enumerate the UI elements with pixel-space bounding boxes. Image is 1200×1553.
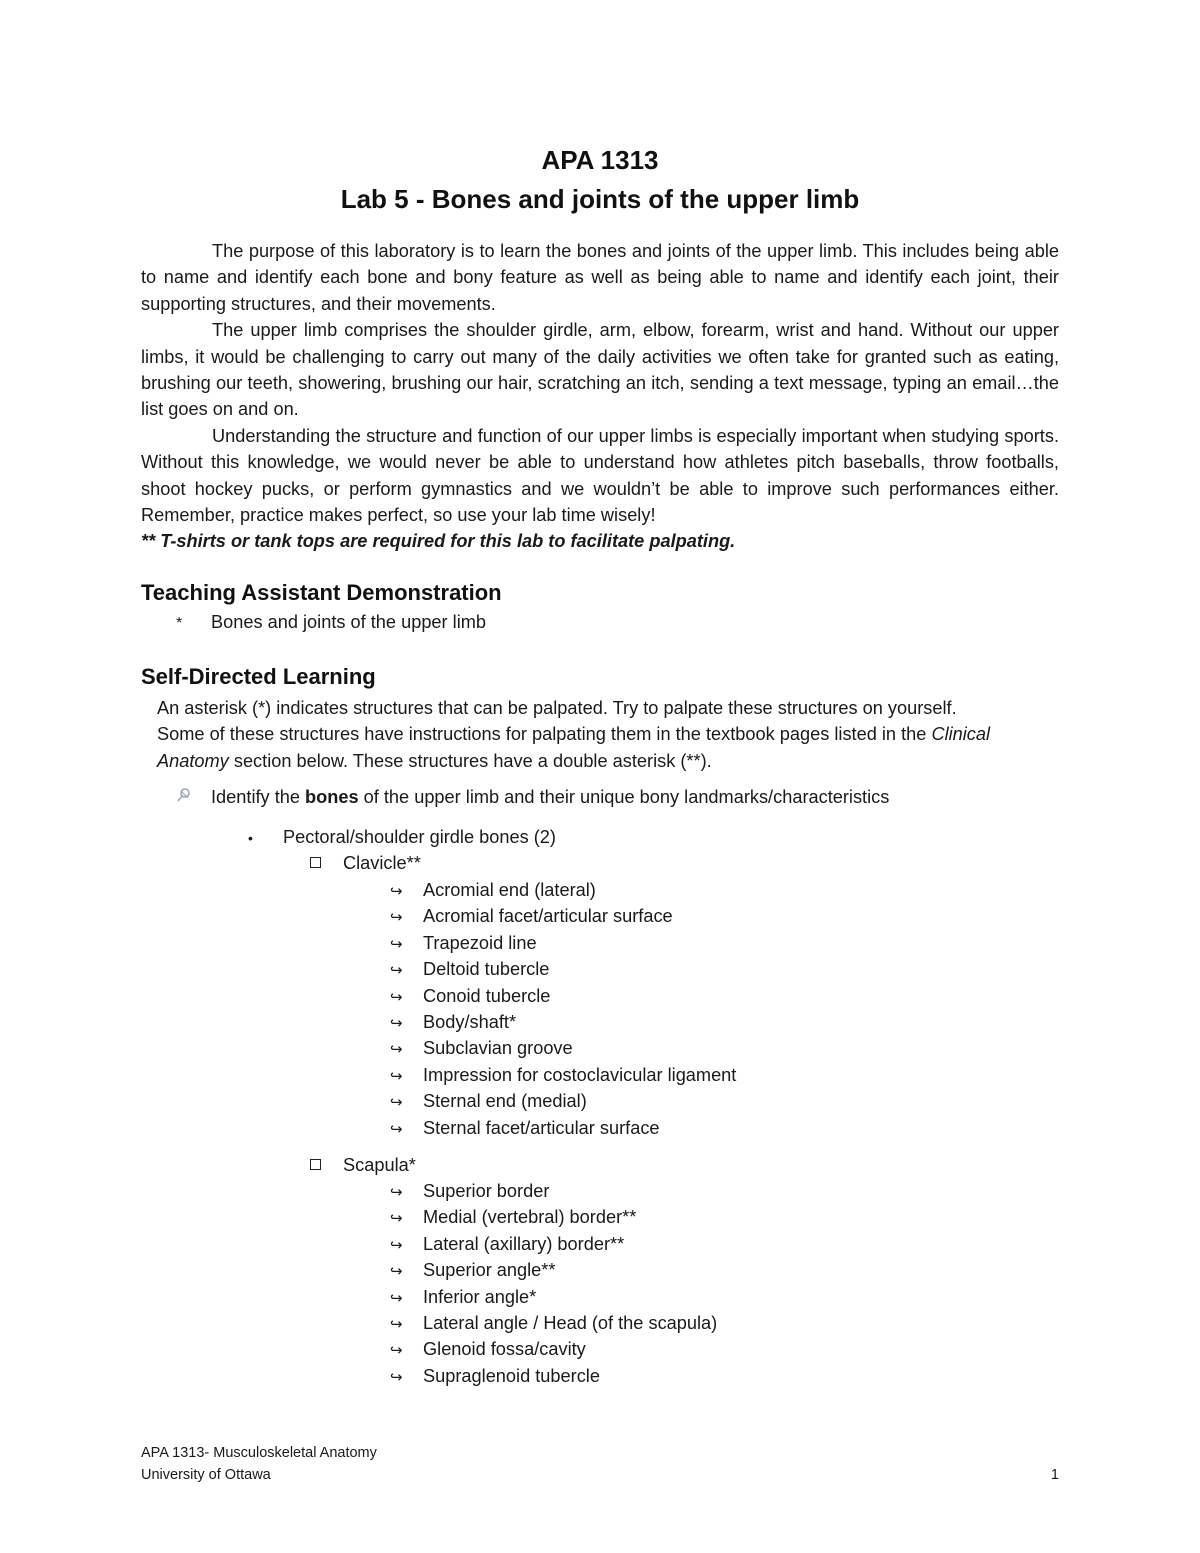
footer-course: APA 1313- Musculoskeletal Anatomy bbox=[141, 1445, 377, 1461]
list-item bbox=[390, 1204, 717, 1230]
landmark-label: Impression for costoclavicular ligament bbox=[423, 1064, 737, 1085]
identify-post: of the upper limb and their unique bony landmarks/characteristics bbox=[358, 787, 890, 807]
list-item bbox=[390, 1284, 717, 1310]
clinical-italic: Clinical bbox=[931, 724, 991, 745]
landmark-label: Acromial end (lateral) bbox=[423, 880, 596, 900]
list-item bbox=[390, 1088, 736, 1114]
list-item bbox=[390, 877, 736, 903]
landmark-label: Inferior angle* bbox=[423, 1286, 537, 1307]
landmark-label: Sternal end (medial) bbox=[423, 1091, 587, 1112]
list-item bbox=[390, 1115, 736, 1141]
landmark-label: Medial (vertebral) border** bbox=[423, 1207, 637, 1228]
self-directed-description bbox=[157, 695, 1062, 774]
list-item bbox=[390, 1062, 736, 1088]
girdle-bones-item bbox=[248, 827, 556, 848]
demo-item-label: Bones and joints of the upper limb bbox=[211, 612, 487, 632]
identify-pre: Identify the bbox=[211, 787, 306, 807]
self-text-line-3 bbox=[157, 748, 1062, 774]
arrow-icon: ↪ bbox=[390, 1342, 403, 1360]
arrow-icon: ↪ bbox=[390, 883, 403, 900]
landmark-label: Deltoid tubercle bbox=[423, 959, 550, 980]
list-item bbox=[390, 1310, 717, 1336]
clavicle-landmarks-list bbox=[390, 877, 736, 1141]
intro-paragraph-3: Understanding the structure and function of our upper limbs is especially important when studying sports. Without this knowledge, we would never be able to understand how athletes pitch baseballs, throw footballs, shoot hockey pucks, or perform gymnastics and we wouldn’t be able to improve such performances either. Remember, practice makes perfect, so use your lab time wisely! bbox=[141, 425, 1059, 526]
self-text-line-1: An asterisk (*) indicates structures that can be palpated. Try to palpate these structures on yourself. bbox=[157, 698, 957, 718]
landmark-label: Body/shaft* bbox=[423, 1011, 517, 1032]
list-item bbox=[390, 1178, 717, 1204]
arrow-icon: ↪ bbox=[390, 1315, 403, 1333]
arrow-icon: ↪ bbox=[390, 1014, 403, 1032]
landmark-label: Subclavian groove bbox=[423, 1038, 573, 1059]
attire-note: ** T-shirts or tank tops are required for this lab to facilitate palpating. bbox=[141, 531, 736, 552]
arrow-icon: ↪ bbox=[390, 1289, 403, 1307]
arrow-icon: ↪ bbox=[390, 1094, 403, 1112]
girdle-bones-label: Pectoral/shoulder girdle bones (2) bbox=[283, 827, 556, 847]
self-directed-heading: Self-Directed Learning bbox=[141, 664, 376, 689]
demo-list-item bbox=[176, 612, 486, 633]
landmark-label: Supraglenoid tubercle bbox=[423, 1365, 600, 1386]
list-item bbox=[390, 956, 736, 982]
footer-university: University of Ottawa bbox=[141, 1467, 271, 1483]
landmark-label: Lateral angle / Head (of the scapula) bbox=[423, 1312, 718, 1333]
landmark-label: Trapezoid line bbox=[423, 932, 537, 953]
landmark-label: Sternal facet/articular surface bbox=[423, 1117, 660, 1138]
square-bullet-icon bbox=[310, 1159, 321, 1170]
list-item bbox=[390, 1009, 736, 1035]
arrow-icon: ↪ bbox=[390, 1067, 403, 1085]
list-item bbox=[390, 930, 736, 956]
clavicle-item bbox=[310, 853, 421, 874]
scapula-landmarks-list bbox=[390, 1178, 717, 1389]
landmark-label: Acromial facet/articular surface bbox=[423, 906, 673, 927]
intro-paragraph-2: The upper limb comprises the shoulder girdle, arm, elbow, forearm, wrist and hand. Without our upper limbs, it would be challenging to carry out many of the daily activities we often take for granted such as eating, brushing our teeth, showering, brushing our hair, scratching an itch, sending a text message, typing an email…the list goes on and on. bbox=[141, 320, 1059, 420]
demo-heading: Teaching Assistant Demonstration bbox=[141, 580, 502, 605]
page-number: 1 bbox=[1050, 1467, 1059, 1483]
document-subtitle: Lab 5 - Bones and joints of the upper limb bbox=[340, 184, 860, 214]
landmark-label: Superior angle** bbox=[423, 1260, 556, 1281]
anatomy-italic: Anatomy bbox=[157, 750, 229, 771]
list-item bbox=[390, 1231, 717, 1257]
clavicle-label: Clavicle** bbox=[343, 853, 421, 873]
identify-bold: bones bbox=[305, 787, 359, 807]
arrow-icon: ↪ bbox=[390, 935, 403, 953]
landmark-label: Superior border bbox=[423, 1181, 550, 1201]
arrow-icon: ↪ bbox=[390, 1210, 403, 1228]
arrow-icon: ↪ bbox=[390, 1263, 403, 1281]
landmark-label: Lateral (axillary) border** bbox=[423, 1233, 625, 1254]
pushpin-icon bbox=[176, 787, 211, 806]
page-footer bbox=[141, 1442, 1059, 1486]
self-text-line-2-main: Some of these structures have instructions for palpating them in the textbook pages listed in the bbox=[157, 724, 927, 745]
self-text-line-2 bbox=[157, 721, 1062, 747]
arrow-icon: ↪ bbox=[390, 909, 403, 927]
arrow-icon: ↪ bbox=[390, 988, 403, 1006]
arrow-icon: ↪ bbox=[390, 1120, 403, 1138]
intro-section bbox=[141, 238, 1059, 555]
bullet-icon: • bbox=[248, 830, 253, 846]
list-item bbox=[390, 1257, 717, 1283]
document-title: APA 1313 bbox=[541, 145, 659, 175]
square-bullet-icon bbox=[310, 857, 321, 868]
arrow-icon: ↪ bbox=[390, 1236, 403, 1254]
list-item bbox=[390, 1363, 717, 1389]
list-item bbox=[390, 1035, 736, 1061]
landmark-label: Glenoid fossa/cavity bbox=[423, 1339, 586, 1360]
list-item bbox=[390, 1336, 717, 1362]
arrow-icon: ↪ bbox=[390, 1368, 403, 1386]
list-item bbox=[390, 983, 736, 1009]
scapula-item bbox=[310, 1155, 416, 1176]
arrow-icon: ↪ bbox=[390, 962, 403, 980]
asterisk-bullet-icon: * bbox=[176, 615, 183, 632]
arrow-icon: ↪ bbox=[390, 1184, 403, 1201]
scapula-label: Scapula* bbox=[343, 1155, 416, 1175]
self-text-line-3-main: section below. These structures have a double asterisk (**). bbox=[233, 750, 712, 771]
arrow-icon: ↪ bbox=[390, 1041, 403, 1059]
landmark-label: Conoid tubercle bbox=[423, 985, 551, 1006]
list-item bbox=[390, 903, 736, 929]
intro-paragraph-1: The purpose of this laboratory is to learn the bones and joints of the upper limb. This includes being able to name and identify each bone and bony feature as well as being able to name and identify each joint, their supporting structures, and their movements. bbox=[141, 241, 1059, 314]
identify-instruction bbox=[176, 787, 889, 808]
